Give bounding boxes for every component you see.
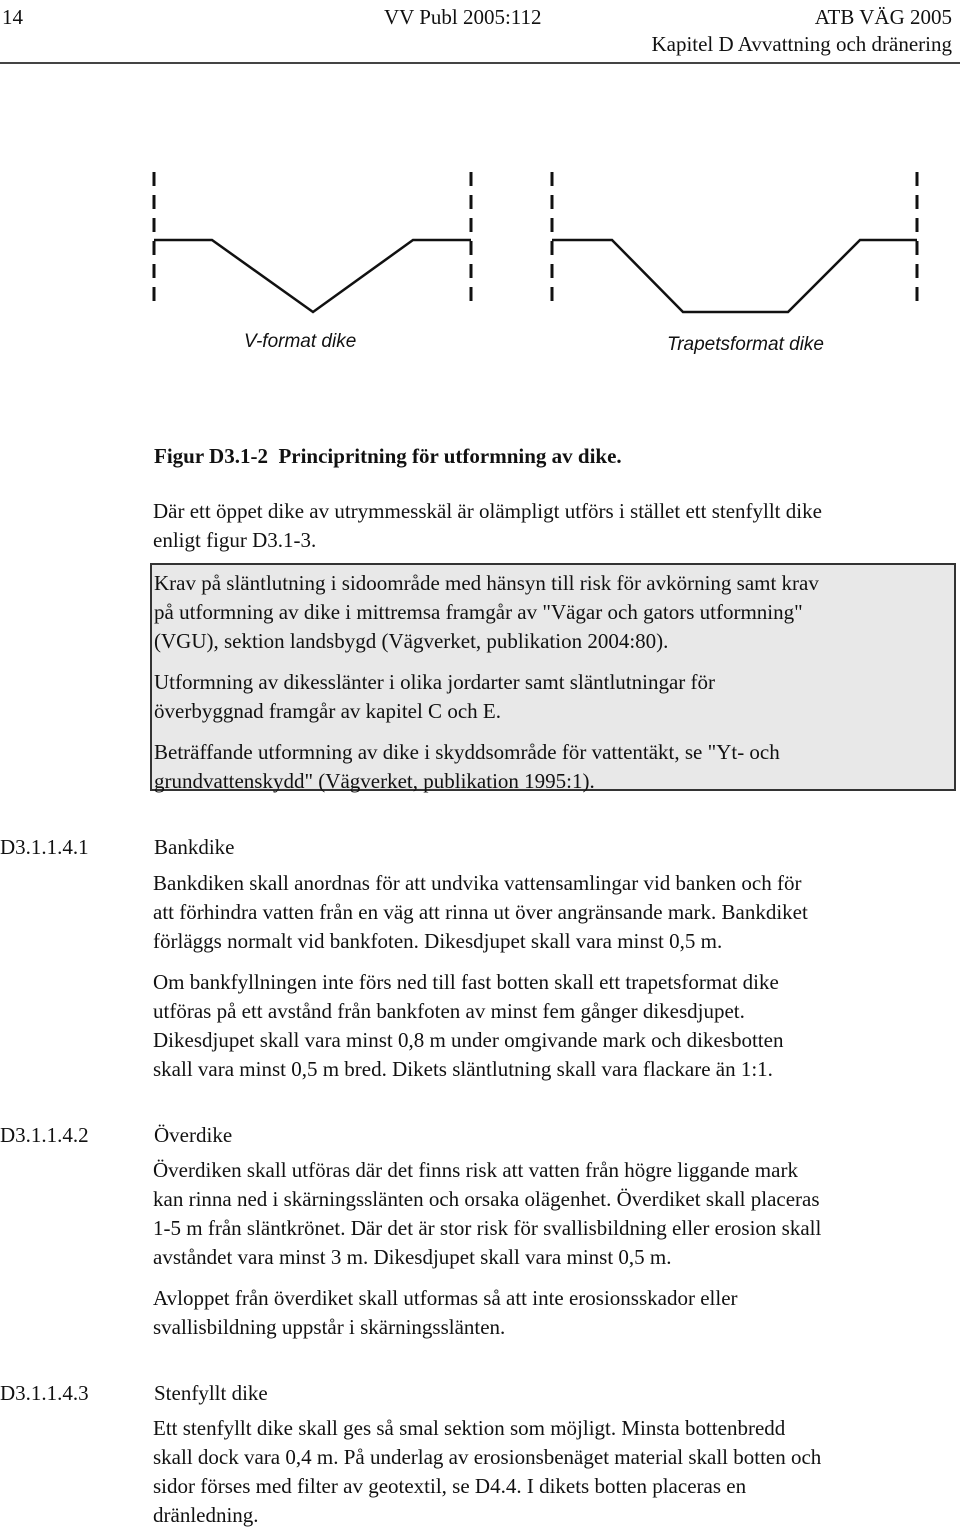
box-paragraph-2: [154, 668, 954, 726]
text-line: skall dock vara 0,4 m. På underlag av erosionsbenäget material skall botten och: [153, 1445, 822, 1469]
trap-ditch-profile: [552, 240, 917, 312]
publication-id: VV Publ 2005:112: [384, 5, 542, 29]
section-title: Stenfyllt dike: [154, 1381, 268, 1405]
intro-paragraph: [153, 497, 822, 555]
text-line: Krav på släntlutning i sidoområde med hänsyn till risk för avkörning samt krav: [154, 571, 819, 595]
section-2-paragraph-2: [153, 1284, 738, 1342]
chapter-title: Kapitel D Avvattning och dränering: [651, 32, 952, 56]
text-line: grundvattenskydd" (Vägverket, publikation 1995:1).: [154, 769, 595, 793]
text-line: Beträffande utformning av dike i skyddsområde för vattentäkt, se "Yt- och: [154, 740, 780, 764]
text-line: (VGU), sektion landsbygd (Vägverket, publikation 2004:80).: [154, 629, 669, 653]
reference-box: [150, 563, 956, 791]
box-paragraph-3: [154, 738, 954, 796]
text-line: 1-5 m från släntkrönet. Där det är stor risk för svallisbildning eller erosion skall: [153, 1216, 822, 1240]
section-1-paragraph-2: [153, 968, 783, 1084]
section-number: D3.1.1.4.3: [0, 1381, 89, 1405]
text-line: Dikesdjupet skall vara minst 0,8 m under omgivande mark och dikesbotten: [153, 1028, 784, 1052]
v-ditch-label: V-format dike: [244, 331, 357, 352]
text-line: sidor förses med filter av geotextil, se D4.4. I dikets botten placeras en: [153, 1474, 747, 1498]
text-line: enligt figur D3.1-3.: [153, 528, 317, 552]
text-line: utföras på ett avstånd från bankfoten av minst fem gånger dikesdjupet.: [153, 999, 745, 1023]
section-title: Bankdike: [154, 835, 235, 859]
page-number: 14: [2, 5, 23, 29]
text-line: överbyggnad framgår av kapitel C och E.: [154, 699, 501, 723]
header-rule: [0, 62, 960, 64]
section-2-paragraph-1: [153, 1156, 821, 1272]
v-ditch-profile: [154, 240, 471, 312]
section-number: D3.1.1.4.2: [0, 1123, 89, 1147]
trap-ditch-label: Trapetsformat dike: [667, 334, 824, 355]
figure-caption: Figur D3.1-2 Principritning för utformning av dike.: [154, 444, 622, 468]
text-line: dränledning.: [153, 1503, 259, 1527]
text-line: Där ett öppet dike av utrymmesskäl är olämpligt utförs i stället ett stenfyllt dike: [153, 499, 822, 523]
text-line: Om bankfyllningen inte förs ned till fast botten skall ett trapetsformat dike: [153, 970, 779, 994]
text-line: Ett stenfyllt dike skall ges så smal sektion som möjligt. Minsta bottenbredd: [153, 1416, 786, 1440]
section-1-paragraph-1: [153, 869, 808, 956]
text-line: Utformning av dikesslänter i olika jordarter samt släntlutningar för: [154, 670, 716, 694]
text-line: Avloppet från överdiket skall utformas så att inte erosionsskador eller: [153, 1286, 738, 1310]
section-title: Överdike: [154, 1123, 233, 1147]
section-number: D3.1.1.4.1: [0, 835, 89, 859]
text-line: Överdiken skall utföras där det finns risk att vatten från högre liggande mark: [153, 1158, 798, 1182]
section-3-paragraph-1: [153, 1414, 821, 1530]
text-line: Bankdiken skall anordnas för att undvika vattensamlingar vid banken och för: [153, 871, 802, 895]
text-line: kan rinna ned i skärningsslänten och orsaka olägenhet. Överdiket skall placeras: [153, 1187, 820, 1211]
box-paragraph-1: [154, 569, 954, 656]
text-line: skall vara minst 0,5 m bred. Dikets släntlutning skall vara flackare än 1:1.: [153, 1057, 773, 1081]
text-line: avståndet vara minst 3 m. Dikesdjupet skall vara minst 0,5 m.: [153, 1245, 672, 1269]
ditch-diagram: [0, 160, 960, 320]
text-line: svallisbildning uppstår i skärningsslänten.: [153, 1315, 506, 1339]
text-line: på utformning av dike i mittremsa framgår av "Vägar och gators utformning": [154, 600, 803, 624]
text-line: att förhindra vatten från en väg att rinna ut över angränsande mark. Bankdiket: [153, 900, 808, 924]
standard-title: ATB VÄG 2005: [814, 5, 952, 29]
text-line: förläggs normalt vid bankfoten. Dikesdjupet skall vara minst 0,5 m.: [153, 929, 723, 953]
